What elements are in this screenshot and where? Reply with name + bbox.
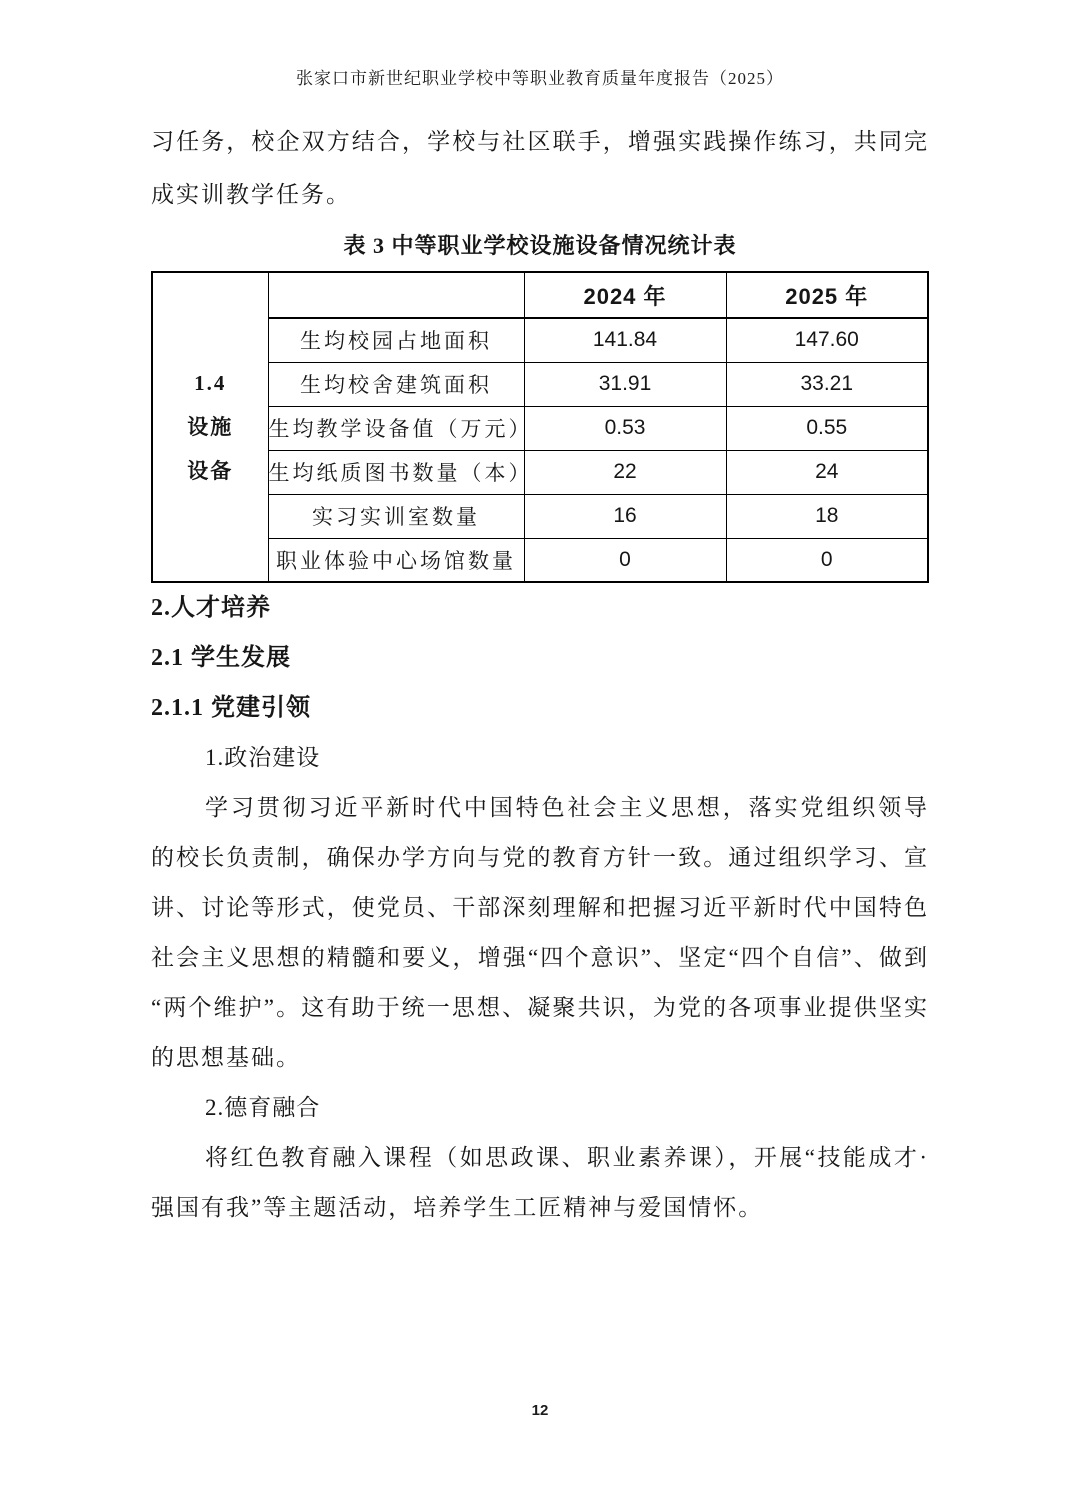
table-row [152,362,928,406]
row-value-2024: 31.91 [524,362,726,406]
row-label: 生均校舍建筑面积 [268,362,524,406]
row-value-2024: 22 [524,450,726,494]
table-row [152,494,928,538]
table-header-row [152,272,928,318]
facilities-statistics-table [151,271,929,583]
row-value-2025: 0.55 [726,406,928,450]
row-value-2024: 0.53 [524,406,726,450]
row-label: 职业体验中心场馆数量 [268,538,524,582]
intro-paragraph: 习任务，校企双方结合，学校与社区联手，增强实践操作练习，共同完成实训教学任务。 [151,129,929,207]
row-label: 生均校园占地面积 [268,318,524,362]
table-caption: 表 3 中等职业学校设施设备情况统计表 [343,233,737,258]
header-year-2025: 2025 年 [726,272,928,318]
row-label: 实习实训室数量 [268,494,524,538]
moral-education-paragraph: 将红色教育融入课程（如思政课、职业素养课），开展“技能成才·强国有我”等主题活动，培养学生工匠精神与爱国情怀。 [151,1145,929,1220]
page-number: 12 [531,1402,549,1419]
row-value-2024: 141.84 [524,318,726,362]
table-row [152,450,928,494]
row-value-2025: 147.60 [726,318,928,362]
row-value-2025: 18 [726,494,928,538]
table-group-cell [152,272,268,582]
document-header-title: 张家口市新世纪职业学校中等职业教育质量年度报告（2025） [296,69,784,88]
row-value-2025: 33.21 [726,362,928,406]
political-construction-paragraph: 学习贯彻习近平新时代中国特色社会主义思想，落实党组织领导的校长负责制，确保办学方向与党的教育方针一致。通过组织学习、宣讲、讨论等形式，使党员、干部深刻理解和把握习近平新时代中国特色社会主义思想的精髓和要义，增强“四个意识”、坚定“四个自信”、做到“两个维护”。这有助于统一思想、凝聚共识，为党的各项事业提供坚实的思想基础。 [151,795,929,1070]
subitem-political-construction-title: 1.政治建设 [205,745,321,770]
heading-talent-cultivation: 2.人才培养 [151,595,271,621]
page-content [151,115,929,1233]
row-value-2025: 0 [726,538,928,582]
row-value-2024: 16 [524,494,726,538]
heading-student-development: 2.1 学生发展 [151,645,291,671]
table-row [152,318,928,362]
heading-party-building: 2.1.1 党建引领 [151,695,311,721]
subitem-moral-education-title: 2.德育融合 [205,1095,321,1120]
group-label-line: 设施 [187,415,234,439]
row-value-2025: 24 [726,450,928,494]
table-row [152,406,928,450]
row-label: 生均纸质图书数量（本） [268,450,524,494]
group-label-line: 1.4 [194,371,227,395]
header-empty-cell [268,272,524,318]
group-label-line: 设备 [187,459,234,483]
row-label: 生均教学设备值（万元） [268,406,524,450]
row-value-2024: 0 [524,538,726,582]
header-year-2024: 2024 年 [524,272,726,318]
table-row [152,538,928,582]
